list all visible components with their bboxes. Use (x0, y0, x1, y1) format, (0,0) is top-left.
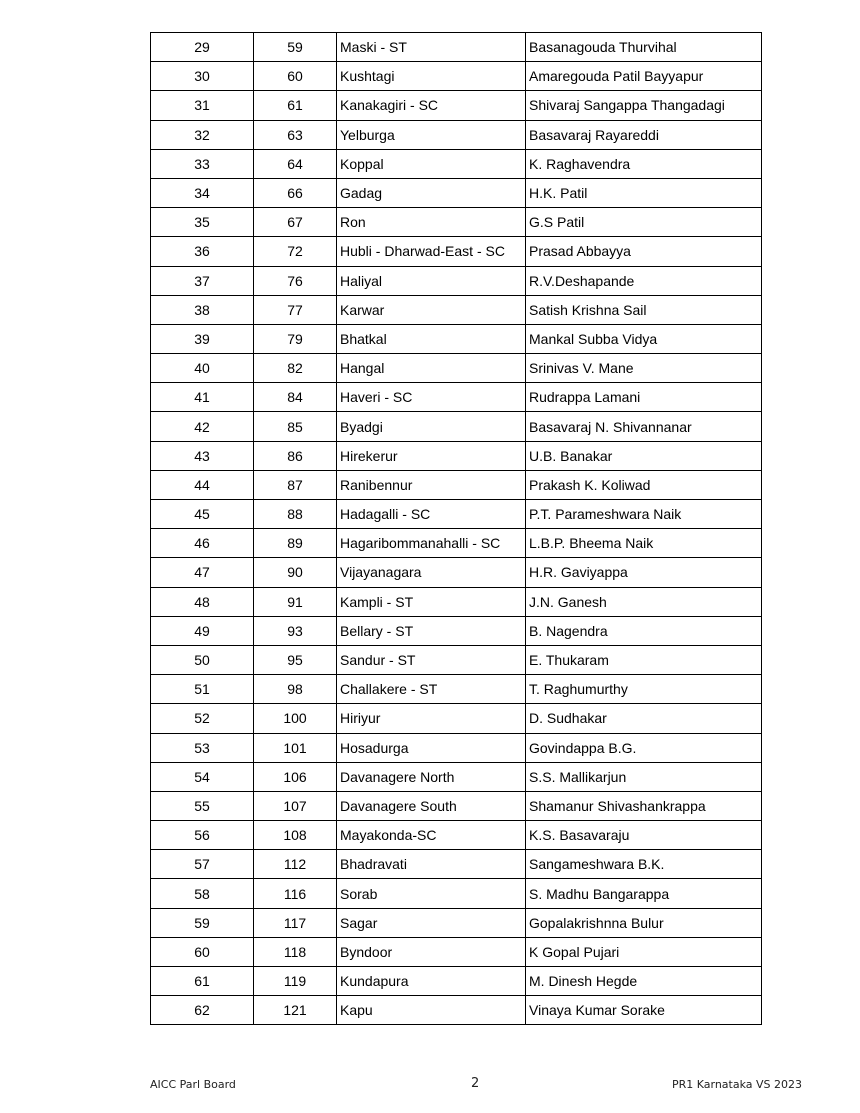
candidate-name-cell: K Gopal Pujari (526, 937, 762, 966)
candidate-name-cell: Satish Krishna Sail (526, 295, 762, 324)
constituency-number-cell: 86 (254, 441, 337, 470)
table-row (151, 850, 762, 879)
serial-number-cell: 56 (151, 821, 254, 850)
constituency-name-cell: Bellary - ST (337, 616, 526, 645)
constituency-number-cell: 77 (254, 295, 337, 324)
constituency-number-cell: 72 (254, 237, 337, 266)
serial-number-cell: 53 (151, 733, 254, 762)
table-row (151, 967, 762, 996)
serial-number-cell: 33 (151, 149, 254, 178)
candidate-name-cell: Rudrappa Lamani (526, 383, 762, 412)
serial-number-cell: 52 (151, 704, 254, 733)
candidate-name-cell: P.T. Parameshwara Naik (526, 500, 762, 529)
candidate-name-cell: D. Sudhakar (526, 704, 762, 733)
candidate-name-cell: Basanagouda Thurvihal (526, 33, 762, 62)
candidate-name-cell: S.S. Mallikarjun (526, 762, 762, 791)
constituency-name-cell: Challakere - ST (337, 675, 526, 704)
candidate-name-cell: Vinaya Kumar Sorake (526, 996, 762, 1025)
candidate-name-cell: Govindappa B.G. (526, 733, 762, 762)
serial-number-cell: 59 (151, 908, 254, 937)
serial-number-cell: 42 (151, 412, 254, 441)
constituency-number-cell: 67 (254, 208, 337, 237)
candidate-name-cell: K. Raghavendra (526, 149, 762, 178)
constituency-name-cell: Davanagere South (337, 791, 526, 820)
footer-left-text: AICC Parl Board (150, 1078, 236, 1091)
footer-right-text: PR1 Karnataka VS 2023 (671, 1078, 802, 1091)
table-row (151, 645, 762, 674)
table-row (151, 354, 762, 383)
constituency-number-cell: 84 (254, 383, 337, 412)
constituency-number-cell: 98 (254, 675, 337, 704)
serial-number-cell: 29 (151, 33, 254, 62)
constituency-name-cell: Sorab (337, 879, 526, 908)
constituency-name-cell: Hagaribommanahalli - SC (337, 529, 526, 558)
table-row (151, 529, 762, 558)
table-row (151, 33, 762, 62)
serial-number-cell: 45 (151, 500, 254, 529)
constituency-name-cell: Gadag (337, 178, 526, 207)
constituency-name-cell: Karwar (337, 295, 526, 324)
candidate-table-body (151, 33, 762, 1025)
serial-number-cell: 60 (151, 937, 254, 966)
constituency-name-cell: Hosadurga (337, 733, 526, 762)
candidate-name-cell: H.K. Patil (526, 178, 762, 207)
constituency-number-cell: 79 (254, 324, 337, 353)
serial-number-cell: 50 (151, 645, 254, 674)
table-row (151, 791, 762, 820)
constituency-name-cell: Kanakagiri - SC (337, 91, 526, 120)
constituency-number-cell: 117 (254, 908, 337, 937)
table-row (151, 587, 762, 616)
constituency-number-cell: 64 (254, 149, 337, 178)
constituency-name-cell: Bhatkal (337, 324, 526, 353)
table-row (151, 937, 762, 966)
constituency-number-cell: 82 (254, 354, 337, 383)
serial-number-cell: 43 (151, 441, 254, 470)
candidate-name-cell: Mankal Subba Vidya (526, 324, 762, 353)
serial-number-cell: 36 (151, 237, 254, 266)
table-row (151, 675, 762, 704)
constituency-number-cell: 63 (254, 120, 337, 149)
serial-number-cell: 47 (151, 558, 254, 587)
constituency-name-cell: Kushtagi (337, 62, 526, 91)
serial-number-cell: 58 (151, 879, 254, 908)
serial-number-cell: 44 (151, 470, 254, 499)
constituency-number-cell: 93 (254, 616, 337, 645)
constituency-number-cell: 121 (254, 996, 337, 1025)
serial-number-cell: 62 (151, 996, 254, 1025)
constituency-number-cell: 106 (254, 762, 337, 791)
serial-number-cell: 46 (151, 529, 254, 558)
table-row (151, 821, 762, 850)
candidate-name-cell: L.B.P. Bheema Naik (526, 529, 762, 558)
table-row (151, 62, 762, 91)
serial-number-cell: 32 (151, 120, 254, 149)
constituency-number-cell: 101 (254, 733, 337, 762)
candidate-name-cell: K.S. Basavaraju (526, 821, 762, 850)
table-row (151, 295, 762, 324)
candidate-name-cell: Gopalakrishnna Bulur (526, 908, 762, 937)
table-row (151, 441, 762, 470)
table-row (151, 178, 762, 207)
serial-number-cell: 34 (151, 178, 254, 207)
table-row (151, 91, 762, 120)
candidate-name-cell: Basavaraj Rayareddi (526, 120, 762, 149)
constituency-name-cell: Hiriyur (337, 704, 526, 733)
table-row (151, 616, 762, 645)
serial-number-cell: 41 (151, 383, 254, 412)
candidate-name-cell: Shivaraj Sangappa Thangadagi (526, 91, 762, 120)
page-number: 2 (471, 1076, 480, 1091)
serial-number-cell: 35 (151, 208, 254, 237)
table-row (151, 470, 762, 499)
constituency-number-cell: 89 (254, 529, 337, 558)
constituency-number-cell: 118 (254, 937, 337, 966)
constituency-name-cell: Ranibennur (337, 470, 526, 499)
candidate-name-cell: S. Madhu Bangarappa (526, 879, 762, 908)
constituency-name-cell: Hirekerur (337, 441, 526, 470)
constituency-number-cell: 91 (254, 587, 337, 616)
candidate-name-cell: B. Nagendra (526, 616, 762, 645)
table-row (151, 120, 762, 149)
constituency-name-cell: Hadagalli - SC (337, 500, 526, 529)
constituency-number-cell: 119 (254, 967, 337, 996)
serial-number-cell: 57 (151, 850, 254, 879)
serial-number-cell: 37 (151, 266, 254, 295)
table-row (151, 149, 762, 178)
constituency-number-cell: 90 (254, 558, 337, 587)
candidate-name-cell: E. Thukaram (526, 645, 762, 674)
constituency-name-cell: Davanagere North (337, 762, 526, 791)
table-row (151, 500, 762, 529)
constituency-name-cell: Byadgi (337, 412, 526, 441)
table-row (151, 996, 762, 1025)
constituency-name-cell: Sandur - ST (337, 645, 526, 674)
serial-number-cell: 54 (151, 762, 254, 791)
table-row (151, 762, 762, 791)
table-row (151, 908, 762, 937)
candidate-name-cell: Basavaraj N. Shivannanar (526, 412, 762, 441)
constituency-number-cell: 60 (254, 62, 337, 91)
constituency-number-cell: 95 (254, 645, 337, 674)
constituency-name-cell: Kampli - ST (337, 587, 526, 616)
serial-number-cell: 48 (151, 587, 254, 616)
candidate-name-cell: Sangameshwara B.K. (526, 850, 762, 879)
table-row (151, 704, 762, 733)
serial-number-cell: 49 (151, 616, 254, 645)
candidate-table (150, 32, 762, 1025)
candidate-name-cell: M. Dinesh Hegde (526, 967, 762, 996)
constituency-number-cell: 76 (254, 266, 337, 295)
table-row (151, 558, 762, 587)
constituency-number-cell: 107 (254, 791, 337, 820)
table-row (151, 324, 762, 353)
constituency-number-cell: 61 (254, 91, 337, 120)
constituency-name-cell: Kundapura (337, 967, 526, 996)
candidate-name-cell: R.V.Deshapande (526, 266, 762, 295)
serial-number-cell: 40 (151, 354, 254, 383)
constituency-name-cell: Ron (337, 208, 526, 237)
candidate-name-cell: H.R. Gaviyappa (526, 558, 762, 587)
constituency-name-cell: Maski - ST (337, 33, 526, 62)
candidate-name-cell: J.N. Ganesh (526, 587, 762, 616)
constituency-number-cell: 100 (254, 704, 337, 733)
table-row (151, 733, 762, 762)
constituency-number-cell: 85 (254, 412, 337, 441)
candidate-name-cell: Srinivas V. Mane (526, 354, 762, 383)
candidate-name-cell: U.B. Banakar (526, 441, 762, 470)
serial-number-cell: 51 (151, 675, 254, 704)
serial-number-cell: 31 (151, 91, 254, 120)
candidate-name-cell: Amaregouda Patil Bayyapur (526, 62, 762, 91)
constituency-name-cell: Haliyal (337, 266, 526, 295)
constituency-name-cell: Koppal (337, 149, 526, 178)
candidate-name-cell: Prakash K. Koliwad (526, 470, 762, 499)
constituency-number-cell: 116 (254, 879, 337, 908)
constituency-number-cell: 87 (254, 470, 337, 499)
table-row (151, 208, 762, 237)
candidate-name-cell: T. Raghumurthy (526, 675, 762, 704)
constituency-name-cell: Sagar (337, 908, 526, 937)
candidate-name-cell: G.S Patil (526, 208, 762, 237)
candidate-name-cell: Shamanur Shivashankrappa (526, 791, 762, 820)
constituency-name-cell: Haveri - SC (337, 383, 526, 412)
serial-number-cell: 39 (151, 324, 254, 353)
constituency-name-cell: Yelburga (337, 120, 526, 149)
constituency-name-cell: Kapu (337, 996, 526, 1025)
constituency-number-cell: 108 (254, 821, 337, 850)
constituency-name-cell: Hangal (337, 354, 526, 383)
serial-number-cell: 61 (151, 967, 254, 996)
candidate-name-cell: Prasad Abbayya (526, 237, 762, 266)
table-row (151, 383, 762, 412)
table-row (151, 412, 762, 441)
serial-number-cell: 30 (151, 62, 254, 91)
table-row (151, 879, 762, 908)
constituency-name-cell: Mayakonda-SC (337, 821, 526, 850)
constituency-name-cell: Byndoor (337, 937, 526, 966)
constituency-number-cell: 88 (254, 500, 337, 529)
table-row (151, 237, 762, 266)
serial-number-cell: 38 (151, 295, 254, 324)
constituency-name-cell: Bhadravati (337, 850, 526, 879)
constituency-number-cell: 59 (254, 33, 337, 62)
constituency-name-cell: Vijayanagara (337, 558, 526, 587)
constituency-number-cell: 112 (254, 850, 337, 879)
table-row (151, 266, 762, 295)
constituency-name-cell: Hubli - Dharwad-East - SC (337, 237, 526, 266)
serial-number-cell: 55 (151, 791, 254, 820)
constituency-number-cell: 66 (254, 178, 337, 207)
